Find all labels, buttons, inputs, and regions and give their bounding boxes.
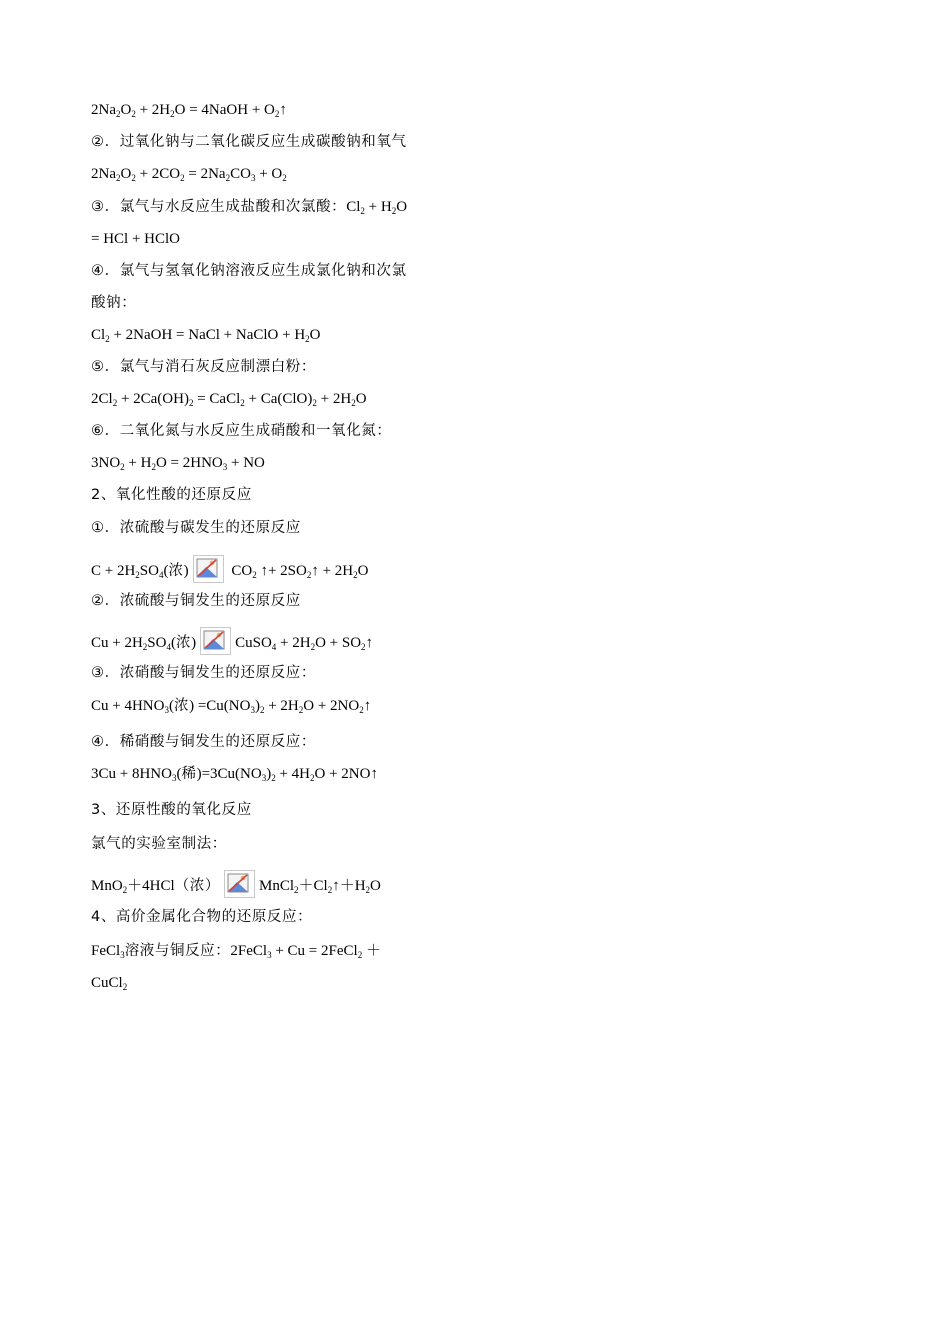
subscript: 2 bbox=[351, 398, 356, 408]
image-placeholder-icon bbox=[193, 555, 224, 583]
formula-text: ＋ bbox=[362, 943, 381, 959]
subscript: 3 bbox=[171, 773, 177, 783]
formula-text: + H bbox=[364, 199, 392, 215]
formula-text: = HCl + HClO bbox=[91, 231, 181, 247]
formula-text: ↑ bbox=[363, 698, 372, 714]
subscript: 2 bbox=[105, 334, 110, 344]
formula-text: CO bbox=[230, 166, 251, 182]
text-line-27 bbox=[91, 973, 127, 993]
formula-text: O + 2NO↑ bbox=[314, 766, 378, 782]
text-line-15 bbox=[91, 555, 368, 583]
subscript: 2 bbox=[361, 642, 366, 652]
formula-text: C + 2H bbox=[91, 563, 136, 579]
text-line-17 bbox=[91, 627, 373, 655]
chinese-text: 浓 bbox=[173, 698, 190, 714]
formula-text: + 4H bbox=[275, 766, 310, 782]
formula-text: + Cu = 2FeCl bbox=[271, 943, 358, 959]
formula-text: + 2NaOH = NaCl + NaClO + H bbox=[109, 327, 306, 343]
chinese-text: ②．浓硫酸与铜发生的还原反应 bbox=[91, 593, 301, 609]
text-line-5 bbox=[91, 229, 180, 249]
formula-text: + H bbox=[124, 455, 152, 471]
text-line-24 bbox=[91, 870, 381, 898]
text-line-25 bbox=[91, 907, 312, 927]
subscript: 2 bbox=[131, 173, 136, 183]
subscript: 4 bbox=[271, 642, 277, 652]
subscript: 2 bbox=[151, 462, 156, 472]
subscript: 2 bbox=[282, 173, 287, 183]
formula-text: ) =Cu(NO bbox=[189, 698, 251, 714]
chinese-text: ②．过氧化钠与二氧化碳反应生成碳酸钠和氧气 bbox=[91, 134, 407, 150]
formula-text: O + 2NO bbox=[303, 698, 360, 714]
formula-text: ) bbox=[254, 698, 260, 714]
text-line-1 bbox=[91, 100, 287, 120]
subscript: 4 bbox=[166, 642, 171, 652]
chinese-text: ③．浓硝酸与铜发生的还原反应： bbox=[91, 665, 316, 681]
formula-text: SO bbox=[139, 563, 159, 579]
subscript: 2 bbox=[298, 705, 304, 715]
chinese-text: 浓 bbox=[175, 635, 192, 651]
text-line-3 bbox=[91, 164, 287, 184]
formula-text: CuSO bbox=[235, 635, 272, 651]
subscript: 3 bbox=[267, 950, 272, 960]
chinese-text: ③．氯气与水反应生成盐酸和次氯酸： bbox=[91, 199, 347, 215]
subscript: 2 bbox=[142, 642, 148, 652]
subscript: 2 bbox=[122, 982, 128, 992]
text-line-11 bbox=[91, 421, 392, 441]
chinese-text: 2、氧化性酸的还原反应 bbox=[91, 487, 252, 503]
formula-text: 2Cl bbox=[91, 391, 113, 407]
text-line-19 bbox=[91, 696, 371, 716]
formula-text: + 2Ca(OH) bbox=[117, 391, 189, 407]
text-line-20 bbox=[91, 732, 316, 752]
formula-text: ↑ bbox=[279, 102, 287, 118]
chinese-text: 溶液与铜反应： bbox=[124, 943, 231, 959]
chinese-text: ⑥．二氧化氮与水反应生成硝酸和一氧化氮： bbox=[91, 423, 392, 439]
formula-text: ( bbox=[168, 698, 174, 714]
subscript: 2 bbox=[240, 398, 245, 408]
formula-text: ＋Cl bbox=[298, 878, 328, 894]
formula-text: ↑+ 2SO bbox=[256, 563, 307, 579]
chinese-text: 浓 bbox=[168, 563, 184, 579]
chinese-text: （浓） bbox=[174, 878, 220, 894]
chinese-text: 氯气的实验室制法： bbox=[91, 836, 227, 852]
subscript: 3 bbox=[222, 462, 228, 472]
formula-text: ( bbox=[163, 563, 169, 579]
image-placeholder-icon bbox=[200, 627, 231, 655]
subscript: 2 bbox=[310, 642, 316, 652]
formula-text: O = 2HNO bbox=[155, 455, 223, 471]
formula-text: O bbox=[309, 327, 321, 343]
subscript: 2 bbox=[120, 462, 125, 472]
formula-text: CuCl bbox=[91, 975, 123, 991]
formula-text: O bbox=[120, 166, 132, 182]
subscript: 2 bbox=[305, 334, 310, 344]
text-line-18 bbox=[91, 663, 316, 683]
subscript: 2 bbox=[252, 570, 257, 580]
chinese-text: 4、高价金属化合物的还原反应： bbox=[91, 909, 313, 925]
text-line-8 bbox=[91, 325, 321, 345]
formula-text: MnO bbox=[91, 878, 123, 894]
formula-text: + 2H bbox=[316, 391, 352, 407]
subscript: 2 bbox=[112, 398, 118, 408]
formula-text: 2FeCl bbox=[230, 943, 268, 959]
formula-text: SO bbox=[147, 635, 167, 651]
formula-text: ( bbox=[176, 766, 182, 782]
formula-text: 2Na bbox=[91, 166, 116, 182]
formula-text: + O bbox=[255, 166, 283, 182]
text-line-12 bbox=[91, 453, 265, 473]
text-line-26 bbox=[91, 941, 381, 961]
subscript: 2 bbox=[122, 885, 128, 895]
formula-text: O bbox=[355, 391, 367, 407]
chinese-text: ①．浓硫酸与碳发生的还原反应 bbox=[91, 520, 301, 536]
subscript: 4 bbox=[158, 570, 164, 580]
text-line-23 bbox=[91, 834, 227, 854]
formula-text: ) bbox=[183, 563, 189, 579]
text-line-22 bbox=[91, 800, 252, 820]
subscript: 2 bbox=[135, 570, 140, 580]
formula-text: + 2H bbox=[276, 635, 311, 651]
formula-text: + 2H bbox=[264, 698, 299, 714]
text-line-21 bbox=[91, 764, 378, 784]
text-line-2 bbox=[91, 132, 407, 152]
formula-text: Cl bbox=[91, 327, 106, 343]
formula-text: O bbox=[396, 199, 408, 215]
formula-text: MnCl bbox=[259, 878, 295, 894]
subscript: 2 bbox=[360, 206, 365, 216]
formula-text: = CaCl bbox=[193, 391, 241, 407]
formula-text: 3NO bbox=[91, 455, 121, 471]
formula-text: O bbox=[370, 878, 381, 894]
formula-text: ＋4HCl bbox=[127, 878, 175, 894]
chinese-text: ④．氯气与氢氧化钠溶液反应生成氯化钠和次氯 bbox=[91, 263, 407, 279]
subscript: 2 bbox=[170, 109, 175, 119]
formula-text: O bbox=[357, 563, 369, 579]
formula-text: + NO bbox=[227, 455, 265, 471]
subscript: 2 bbox=[353, 570, 358, 580]
subscript: 3 bbox=[261, 773, 267, 783]
formula-text: + Ca(ClO) bbox=[244, 391, 313, 407]
subscript: 3 bbox=[164, 705, 169, 715]
text-line-16 bbox=[91, 591, 301, 611]
formula-text: = 2Na bbox=[184, 166, 226, 182]
formula-text: CO bbox=[227, 563, 253, 579]
chinese-text: 3、还原性酸的氧化反应 bbox=[91, 802, 252, 818]
formula-text: 3Cu + 8HNO bbox=[91, 766, 172, 782]
formula-text: + 2H bbox=[135, 102, 171, 118]
subscript: 2 bbox=[310, 773, 315, 783]
text-line-4 bbox=[91, 197, 407, 217]
formula-text: 2Na bbox=[91, 102, 116, 118]
image-placeholder-icon bbox=[224, 870, 255, 898]
formula-text: O bbox=[120, 102, 132, 118]
formula-text: ) bbox=[191, 635, 197, 651]
text-line-14 bbox=[91, 518, 301, 538]
subscript: 3 bbox=[120, 950, 125, 960]
subscript: 2 bbox=[180, 173, 185, 183]
formula-text: Cu + 2H bbox=[91, 635, 143, 651]
subscript: 2 bbox=[294, 885, 299, 895]
text-line-6 bbox=[91, 261, 407, 281]
subscript: 2 bbox=[357, 950, 363, 960]
chinese-text: ④．稀硝酸与铜发生的还原反应： bbox=[91, 734, 316, 750]
subscript: 3 bbox=[250, 173, 256, 183]
subscript: 2 bbox=[225, 173, 231, 183]
subscript: 2 bbox=[188, 398, 194, 408]
formula-text: FeCl bbox=[91, 943, 121, 959]
subscript: 2 bbox=[312, 398, 317, 408]
subscript: 2 bbox=[365, 885, 371, 895]
text-line-13 bbox=[91, 485, 252, 505]
text-line-10 bbox=[91, 389, 367, 409]
text-line-7 bbox=[91, 293, 136, 313]
subscript: 2 bbox=[359, 705, 364, 715]
subscript: 2 bbox=[306, 570, 312, 580]
subscript: 2 bbox=[116, 173, 121, 183]
subscript: 3 bbox=[250, 705, 255, 715]
subscript: 2 bbox=[131, 109, 136, 119]
subscript: 2 bbox=[259, 705, 265, 715]
formula-text: ) bbox=[266, 766, 272, 782]
formula-text: O + SO bbox=[315, 635, 362, 651]
subscript: 2 bbox=[116, 109, 121, 119]
formula-text: )=3Cu(NO bbox=[196, 766, 262, 782]
subscript: 2 bbox=[274, 109, 280, 119]
subscript: 2 bbox=[327, 885, 333, 895]
formula-text: ↑ bbox=[365, 635, 374, 651]
text-line-9 bbox=[91, 357, 316, 377]
formula-text: ( bbox=[170, 635, 176, 651]
formula-text: ↑＋H bbox=[332, 878, 366, 894]
formula-text: O = 4NaOH + O bbox=[174, 102, 275, 118]
formula-text: Cu + 4HNO bbox=[91, 698, 165, 714]
formula-text: Cl bbox=[346, 199, 361, 215]
formula-text: + 2CO bbox=[135, 166, 181, 182]
chinese-text: 酸钠： bbox=[91, 295, 137, 311]
chinese-text: 稀 bbox=[181, 766, 197, 782]
formula-text: ↑ + 2H bbox=[311, 563, 354, 579]
subscript: 2 bbox=[391, 206, 397, 216]
chinese-text: ⑤．氯气与消石灰反应制漂白粉： bbox=[91, 359, 316, 375]
subscript: 2 bbox=[271, 773, 276, 783]
